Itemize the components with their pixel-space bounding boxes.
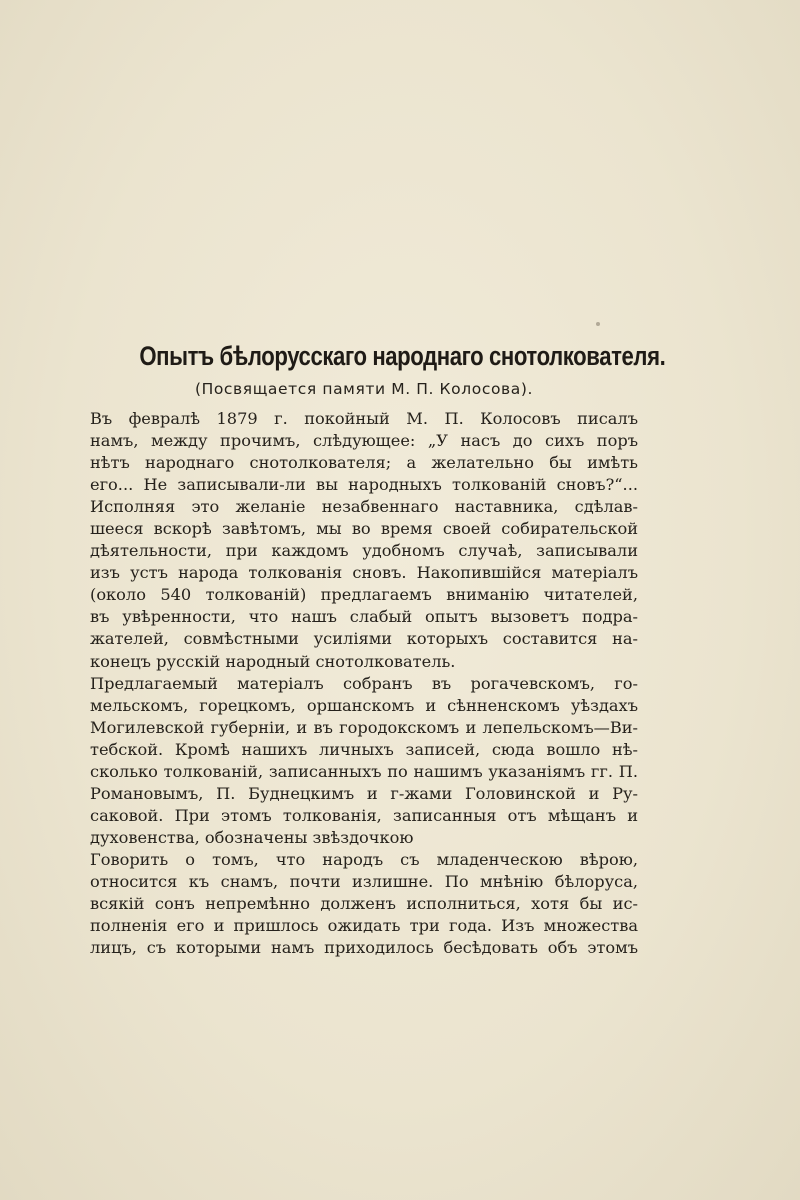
text-line: полненія его и пришлось ожидать три года. Изъ множества: [90, 916, 638, 936]
text-line: тебской. Кромѣ нашихъ личныхъ записей, сюда вошло нѣ-: [90, 739, 638, 759]
paper-speck: [596, 322, 600, 326]
text-line: всякій сонъ непремѣнно долженъ исполниться, хотя бы ис-: [90, 894, 638, 914]
text-line: Предлагаемый матеріалъ собранъ въ рогачевскомъ, го-: [90, 673, 638, 693]
text-line: (около 540 толкованій) предлагаемъ вниманію читателей,: [90, 585, 638, 605]
text-line: дѣятельности, при каждомъ удобномъ случаѣ, записывали: [90, 541, 638, 561]
paragraph-3: [90, 673, 638, 849]
text-line: саковой. При этомъ толкованія, записанныя отъ мѣщанъ и: [90, 805, 638, 825]
text-line: шееся вскорѣ завѣтомъ, мы во время своей собирательской: [90, 519, 638, 539]
text-line: намъ, между прочимъ, слѣдующее: „У насъ до сихъ поръ: [90, 431, 638, 451]
text-line: лицъ, съ которыми намъ приходилось бесѣдовать объ этомъ: [90, 938, 638, 958]
page-title: Опытъ бѣлорусскаго народнаго снотолкователя.: [139, 341, 666, 371]
text-line: въ увѣренности, что нашъ слабый опытъ вызоветъ подра-: [90, 607, 638, 627]
text-line: Могилевской губерніи, и въ городокскомъ и лепельскомъ—Ви-: [90, 717, 638, 737]
text-line: его... Не записывали-ли вы народныхъ толкованій сновъ?“...: [90, 475, 638, 495]
text-line: сколько толкованій, записанныхъ по нашимъ указаніямъ гг. П.: [90, 761, 638, 781]
paragraph-4: [90, 849, 638, 959]
text-line: Въ февралѣ 1879 г. покойный М. П. Колосовъ писалъ: [90, 409, 638, 428]
text-line: духовенства, обозначены звѣздочкою: [90, 827, 414, 847]
paragraph-2: [90, 496, 638, 672]
dedication-subtitle: (Посвящается памяти М. П. Колосова).: [194, 380, 534, 398]
text-line: конецъ русскій народный снотолкователь.: [90, 651, 456, 671]
text-line: нѣтъ народнаго снотолкователя; а желательно бы имѣть: [90, 453, 638, 473]
text-line: Исполняя это желаніе незабвеннаго наставника, сдѣлав-: [90, 497, 638, 517]
text-block: [90, 336, 666, 959]
text-line: Романовымъ, П. Буднецкимъ и г-жами Головинской и Ру-: [90, 783, 638, 803]
text-line: мельскомъ, горецкомъ, оршанскомъ и сѣнненскомъ уѣздахъ: [90, 695, 638, 715]
text-line: жателей, совмѣстными усиліями которыхъ составится на-: [90, 629, 638, 649]
paragraph-1: [90, 408, 638, 496]
text-line: Говорить о томъ, что народъ съ младенческою вѣрою,: [90, 849, 638, 869]
text-line: изъ устъ народа толкованія сновъ. Накопившійся матеріалъ: [90, 563, 638, 583]
text-line: относится къ снамъ, почти излишне. По мнѣнію бѣлоруса,: [90, 871, 638, 891]
